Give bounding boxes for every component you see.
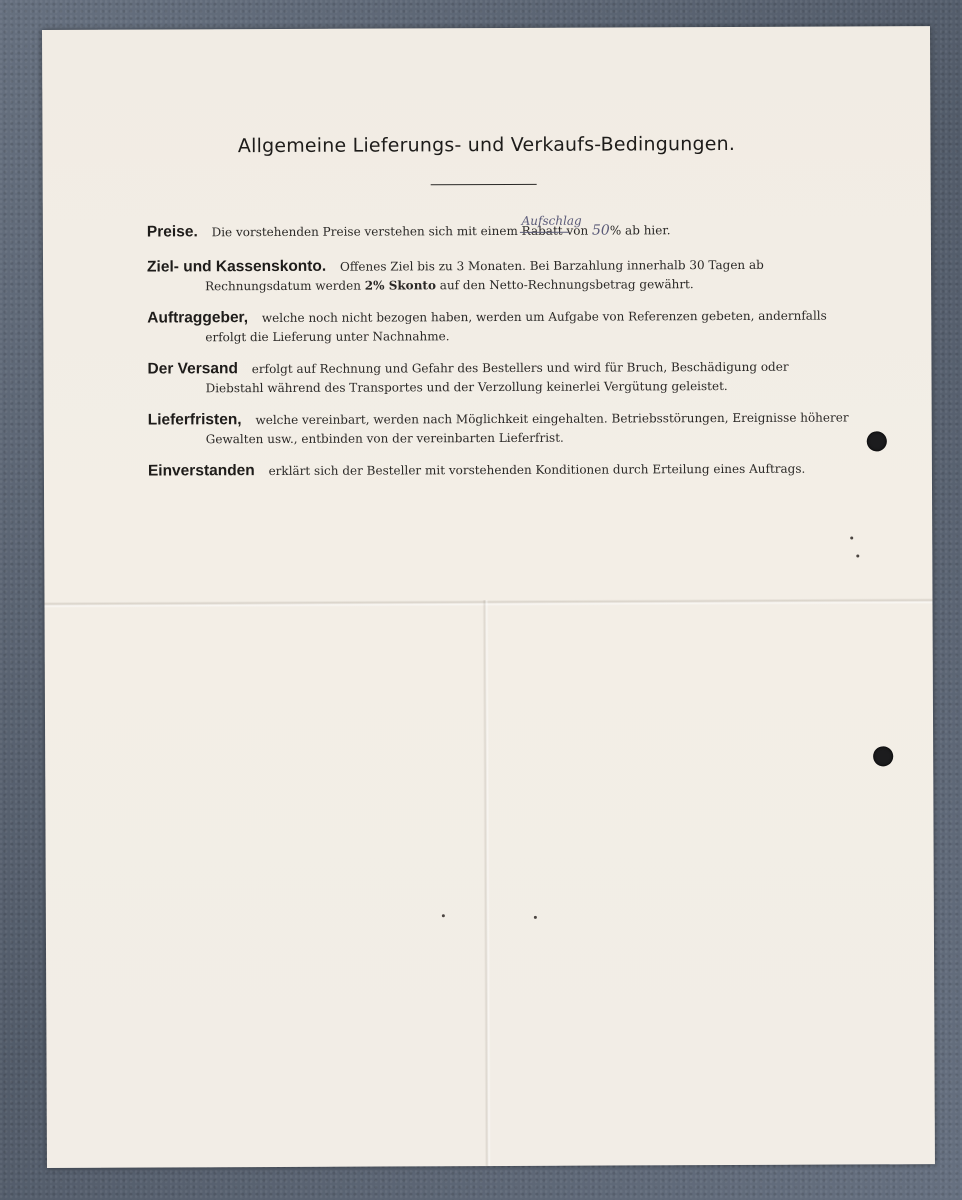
- clause-text: erfolgt auf Rechnung und Gefahr des Bestellers und wird für Bruch, Beschädigung oder: [251, 359, 789, 377]
- clause-line: [147, 276, 827, 295]
- title-underline: [431, 184, 537, 185]
- punch-hole-lower: [873, 746, 893, 766]
- clause-heading: Einverstanden: [147, 462, 255, 480]
- clause-text: Die vorstehenden Preise verstehen sich mit einem: [211, 223, 518, 240]
- clause-line: [148, 458, 828, 483]
- clause-preise: [146, 213, 827, 244]
- clause-line: Gewalten usw., entbinden von der vereinbarten Lieferfrist.: [205, 430, 564, 447]
- clause-line: [147, 356, 827, 381]
- clause-line: erfolgt die Lieferung unter Nachnahme.: [205, 329, 450, 345]
- clause-heading: Der Versand: [147, 360, 238, 378]
- struck-word-text: Rabatt: [521, 223, 563, 238]
- clause-heading: Preise.: [146, 223, 198, 241]
- clause-text: Offenes Ziel bis zu 3 Monaten. Bei Barzahlung innerhalb 30 Tagen ab: [339, 257, 764, 274]
- punch-hole-upper: [867, 431, 887, 451]
- clause-heading: Auftraggeber,: [147, 309, 249, 327]
- clause-emphasis: 2% Skonto: [364, 278, 436, 293]
- clause-heading: Ziel- und Kassenskonto.: [146, 257, 327, 276]
- clause-line: [146, 213, 827, 244]
- clause-line: Diebstahl während des Transportes und der Verzollung keinerlei Vergütung geleistet.: [205, 379, 728, 396]
- clause-text: welche noch nicht bezogen haben, werden um Aufgabe von Referenzen gebeten, andernfalls: [261, 308, 827, 326]
- vertical-fold-crease: [482, 600, 490, 1166]
- document-sheet: [42, 26, 935, 1168]
- document-title: Allgemeine Lieferungs- und Verkaufs-Bedingungen.: [237, 132, 736, 158]
- clause-text: welche vereinbart, werden nach Möglichkeit eingehalten. Betriebsstörungen, Ereignisse höherer: [255, 410, 849, 428]
- clause-einverstanden: [148, 458, 828, 483]
- handwritten-value: 50: [591, 222, 610, 239]
- terms-clauses: [146, 213, 849, 496]
- clause-text: % ab hier.: [609, 223, 671, 238]
- clause-ziel-kassenskonto: [147, 254, 827, 295]
- clause-heading: Lieferfristen,: [147, 411, 242, 429]
- clause-text: auf den Netto-Rechnungsbetrag gewährt.: [439, 277, 694, 293]
- clause-versand: [147, 356, 827, 397]
- paper-speck: [442, 914, 445, 917]
- clause-text: erklärt sich der Besteller mit vorstehenden Konditionen durch Erteilung eines Auftrags.: [268, 461, 806, 479]
- clause-line: [147, 305, 827, 330]
- clause-auftraggeber: [147, 305, 827, 346]
- clause-line: [147, 254, 827, 279]
- paper-speck: [534, 916, 537, 919]
- handwritten-correction: Aufschlag: [521, 213, 582, 228]
- clause-lieferfristen: [147, 407, 849, 448]
- paper-speck: [850, 536, 853, 539]
- paper-speck: [856, 554, 859, 557]
- clause-line: [147, 407, 849, 432]
- clause-text: von: [566, 223, 589, 238]
- clause-text: Rechnungsdatum werden: [205, 278, 361, 294]
